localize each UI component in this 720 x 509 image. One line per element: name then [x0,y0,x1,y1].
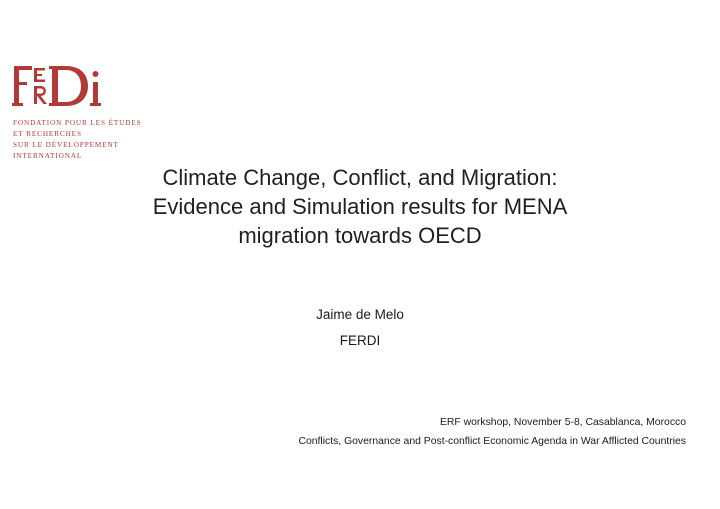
author-affiliation: FERDI [339,333,381,348]
event-subtitle: Conflicts, Governance and Post-conflict Economic Agenda in War Afflicted Countries [298,436,686,447]
author-block [60,302,660,354]
author-name: Jaime de Melo [316,307,404,322]
tagline-line-3: SUR LE DÉVELOPPEMENT [13,141,119,149]
event-line: ERF workshop, November 5-8, Casablanca, Morocco [439,417,686,428]
title-line-2: Evidence and Simulation results for MENA [152,194,568,219]
ferdi-logo-icon [12,62,124,112]
title-line-3: migration towards OECD [238,223,482,248]
event-footer [86,413,686,451]
tagline-line-2: ET RECHERCHES [13,130,82,138]
ferdi-wordmark [12,62,124,112]
title-line-1: Climate Change, Conflict, and Migration: [162,165,558,190]
tagline-line-4: INTERNATIONAL [13,152,83,160]
slide-title [60,163,660,250]
ferdi-logo [12,62,152,162]
tagline-line-1: FONDATION POUR LES ÉTUDES [13,119,142,127]
ferdi-tagline [13,118,142,162]
